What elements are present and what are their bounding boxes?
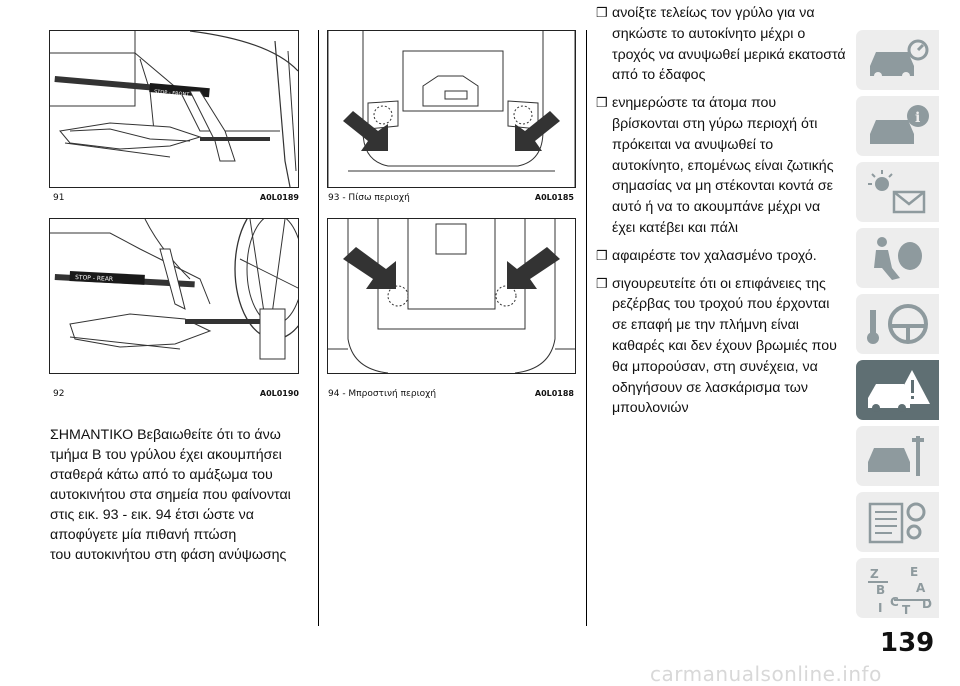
- tab-emergency[interactable]: [856, 360, 939, 420]
- index-letter: Z: [870, 567, 879, 581]
- figure-92-jack-rear: [49, 218, 299, 374]
- tab-warning-lights[interactable]: [856, 162, 939, 222]
- stop-rear-label: STOP - REAR: [74, 274, 114, 283]
- watermark: carmanualsonline.info: [650, 662, 882, 686]
- figure-94-title: 94 - Μπροστινή περιοχή: [328, 389, 437, 399]
- figure-91-number: 91: [53, 193, 65, 203]
- list-item: [596, 3, 846, 86]
- tab-safety[interactable]: [856, 228, 939, 288]
- figure-93-title: 93 - Πίσω περιοχή: [328, 193, 410, 203]
- page-number: 139: [880, 628, 935, 658]
- checkbox-bullet-icon: ❒: [596, 5, 608, 20]
- figure-94-caption: [328, 389, 574, 399]
- step-text: αφαιρέστε τον χαλασμένο τροχό.: [612, 247, 817, 264]
- checkbox-bullet-icon: ❒: [596, 95, 608, 111]
- figure-93-code: A0L0185: [534, 193, 574, 202]
- checkbox-bullet-icon: ❒: [596, 247, 608, 263]
- figure-94-code: A0L0188: [534, 389, 574, 398]
- tab-index[interactable]: [856, 558, 939, 618]
- list-item: [596, 93, 846, 239]
- svg-text:i: i: [915, 110, 921, 126]
- airbag-safety-icon: [864, 234, 932, 282]
- note-line: αυτοκινήτου στα σημεία που φαίνονται: [50, 487, 291, 503]
- figure-91-caption: [53, 193, 299, 203]
- car-info-icon: [864, 102, 932, 150]
- stop-front-label: STOP - FRONT: [153, 89, 190, 99]
- figure-93-rear-area: [327, 30, 576, 188]
- checkbox-bullet-icon: ❒: [596, 275, 608, 291]
- figure-92-number: 92: [53, 389, 65, 399]
- figure-92-caption: [53, 389, 299, 399]
- figure-92-code: A0L0190: [259, 389, 299, 398]
- figure-94-front-area: [327, 218, 576, 374]
- note-line: στις εικ. 93 - εικ. 94 έτσι ώστε να: [50, 507, 254, 523]
- warning-lights-message-icon: [864, 168, 932, 216]
- step-text: σιγουρευτείτε ότι οι επιφάνειες της ρεζέρβας του τροχού που έρχονται σε επαφή με την πλήμνη είναι καθαρές και δεν έχουν βρωμιές που θα μπορούσαν, στη συνέχεια, να οδηγήσουν σε λασκάρισμα των μπουλονιών: [612, 275, 837, 417]
- index-letter: C: [890, 595, 899, 609]
- technical-data-icon: [864, 498, 932, 546]
- index-letter: A: [916, 581, 926, 595]
- car-maintenance-icon: [864, 432, 932, 480]
- important-note: [50, 425, 320, 565]
- tab-starting-driving[interactable]: [856, 294, 939, 354]
- tab-vehicle-info[interactable]: [856, 96, 939, 156]
- column-divider-right: [586, 30, 587, 626]
- procedure-steps: [596, 3, 846, 426]
- car-emergency-icon: [864, 366, 932, 414]
- tab-dashboard[interactable]: [856, 30, 939, 90]
- index-letter: E: [910, 565, 919, 579]
- alphabetical-index-icon: [864, 564, 932, 616]
- list-item: [596, 274, 846, 420]
- note-line: ΣΗΜΑΝΤΙΚΟ Βεβαιωθείτε ότι το άνω: [50, 427, 281, 443]
- note-line: τμήμα B του γρύλου έχει ακουμπήσει: [50, 447, 282, 463]
- note-line: του αυτοκινήτου στη φάση ανύψωσης: [50, 547, 287, 563]
- tab-technical-data[interactable]: [856, 492, 939, 552]
- figure-93-caption: [328, 193, 574, 203]
- car-dashboard-icon: [864, 36, 932, 84]
- figure-91-code: A0L0189: [259, 193, 299, 202]
- index-letter: B: [876, 583, 886, 597]
- note-line: αποφύγετε μία πιθανή πτώση: [50, 527, 237, 543]
- steering-start-icon: [864, 300, 932, 348]
- list-item: [596, 246, 846, 267]
- index-letter: I: [878, 601, 883, 615]
- index-letter: T: [902, 603, 911, 616]
- step-text: ανοίξτε τελείως τον γρύλο για να σηκώστε το αυτοκίνητο μέχρι ο τροχός να ανυψωθεί μερικά εκατοστά από το έδαφος: [612, 5, 846, 84]
- figure-91-jack-front: [49, 30, 299, 188]
- step-text: ενημερώστε τα άτομα που βρίσκονται στη γύρω περιοχή ότι πρόκειται να ανυψωθεί το αυτοκίνητο, επομένως είναι ζωτικής σημασίας να μη στέκονται κοντά σε αυτό ή να το ακουμπάνε μέχρι να έχει κατέβει και πάλι: [612, 95, 834, 236]
- tab-maintenance[interactable]: [856, 426, 939, 486]
- index-letter: D: [922, 597, 932, 611]
- note-line: σταθερά κάτω από το αμάξωμα του: [50, 467, 273, 483]
